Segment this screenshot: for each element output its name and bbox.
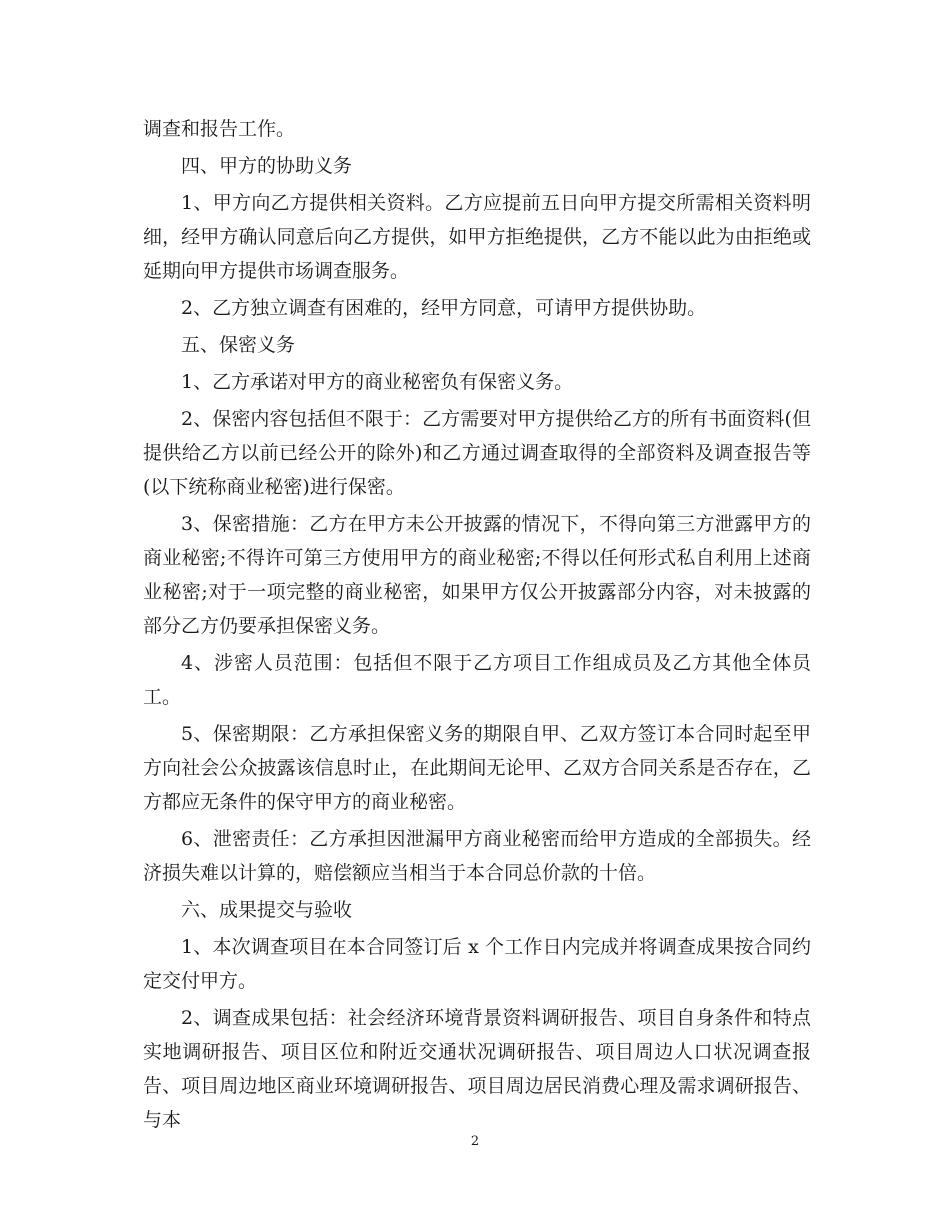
paragraph-confidentiality-3: 3、保密措施：乙方在甲方未公开披露的情况下，不得向第三方泄露甲方的商业秘密;不得许可第三方使用甲方的商业秘密;不得以任何形式私自利用上述商业秘密;对于一项完整的商业秘密，如果甲方仅公开披露部分内容，对未披露的部分乙方仍要承担保密义务。 bbox=[143, 513, 811, 637]
paragraph-confidentiality-4: 4、涉密人员范围：包括但不限于乙方项目工作组成员及乙方其他全体员工。 bbox=[143, 652, 811, 708]
paragraph-continuation: 调查和报告工作。 bbox=[143, 118, 296, 140]
section-heading-assistance-obligations: 四、甲方的协助义务 bbox=[181, 155, 353, 177]
paragraph-confidentiality-6: 6、泄密责任：乙方承担因泄漏甲方商业秘密而给甲方造成的全部损失。经济损失难以计算的，赔偿额应当相当于本合同总价款的十倍。 bbox=[143, 828, 811, 884]
section-heading-deliverables: 六、成果提交与验收 bbox=[181, 899, 353, 921]
paragraph-assistance-1: 1、甲方向乙方提供相关资料。乙方应提前五日向甲方提交所需相关资料明细，经甲方确认同意后向乙方提供，如甲方拒绝提供，乙方不能以此为由拒绝或延期向甲方提供市场调查服务。 bbox=[143, 192, 811, 282]
paragraph-confidentiality-5: 5、保密期限：乙方承担保密义务的期限自甲、乙双方签订本合同时起至甲方向社会公众披露该信息时止，在此期间无论甲、乙双方合同关系是否存在，乙方都应无条件的保守甲方的商业秘密。 bbox=[143, 723, 811, 813]
section-heading-confidentiality: 五、保密义务 bbox=[181, 334, 296, 356]
page-number: 2 bbox=[470, 1134, 480, 1149]
paragraph-assistance-2: 2、乙方独立调查有困难的，经甲方同意，可请甲方提供协助。 bbox=[181, 297, 707, 319]
paragraph-confidentiality-1: 1、乙方承诺对甲方的商业秘密负有保密义务。 bbox=[181, 371, 574, 393]
paragraph-deliverables-2: 2、调查成果包括：社会经济环境背景资料调研报告、项目自身条件和特点实地调研报告、项目区位和附近交通状况调研报告、项目周边人口状况调查报告、项目周边地区商业环境调研报告、项目周边居民消费心理及需求调研报告、与本 bbox=[143, 1007, 811, 1131]
paragraph-deliverables-1: 1、本次调查项目在本合同签订后 x 个工作日内完成并将调查成果按合同约定交付甲方。 bbox=[143, 936, 811, 992]
paragraph-confidentiality-2: 2、保密内容包括但不限于：乙方需要对甲方提供给乙方的所有书面资料(但提供给乙方以前已经公开的除外)和乙方通过调查取得的全部资料及调查报告等(以下统称商业秘密)进行保密。 bbox=[143, 408, 811, 498]
document-body bbox=[143, 112, 811, 1140]
